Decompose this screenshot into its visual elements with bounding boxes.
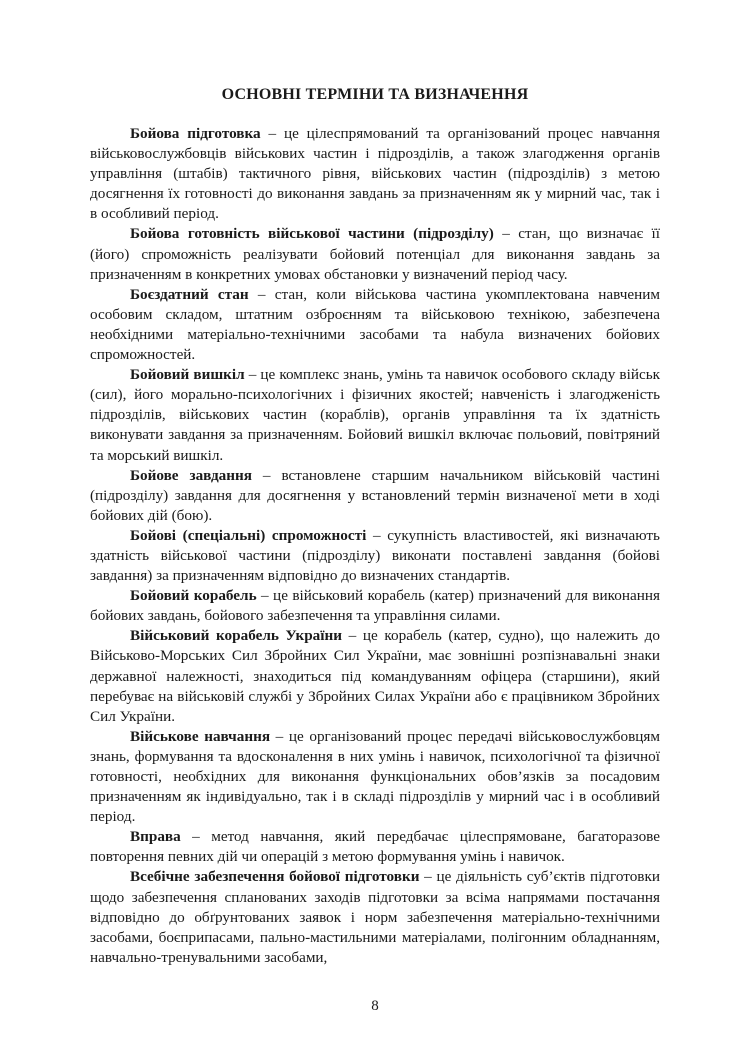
term-definition: – це організований процес передачі військовослужбовцям знань, формування та вдосконалення в них умінь і навичок, психологічної та фізичної готовності, необхідних для виконання функціональних обов’язків за посадовим призначенням як індивідуально, так і в складі підрозділів у мирний час і в особливий період. (90, 727, 660, 826)
term-paragraph (90, 124, 660, 224)
term-name: Бойова готовність військової частини (підрозділу) (130, 225, 494, 243)
term-paragraph (90, 365, 660, 465)
term-definition: – це військовий корабель (катер) призначений для виконання бойових завдань, бойового забезпечення та управління силами. (90, 587, 660, 625)
term-name: Військове навчання (130, 727, 271, 745)
term-paragraph (90, 727, 660, 827)
term-name: Бойові (спеціальні) спроможності (130, 526, 367, 544)
page-number: 8 (371, 998, 379, 1014)
term-definition: – це діяльність суб’єктів підготовки щодо забезпечення спланованих заходів підготовки за всіма напрямами постачання відповідно до обґрунтованих заявок і норм забезпечення матеріально-технічними засобами, боєприпасами, пально-мастильними матеріалами, полігонним обладнанням, навчально-тренувальними засобами, (90, 868, 660, 966)
term-name: Бойовий корабель (130, 587, 257, 605)
term-definition: – стан, коли військова частина укомплектована навченим особовим складом, штатним озброєнням та військовою технікою, забезпечена необхідними матеріально-технічними засобами та набула визначених бойових спроможностей. (90, 285, 660, 364)
term-paragraph (90, 867, 660, 967)
term-name: Всебічне забезпечення бойової підготовки (130, 868, 420, 886)
term-name: Вправа (130, 828, 181, 846)
term-definition: – встановлене старшим начальником військовій частині (підрозділу) завдання для досягнення у встановлений термін визначеної мети в ході бойових дій (бою). (90, 466, 660, 524)
term-paragraph (90, 285, 660, 365)
term-paragraph (90, 586, 660, 626)
page-title: ОСНОВНІ ТЕРМІНИ ТА ВИЗНАЧЕННЯ (221, 86, 529, 103)
term-paragraph (90, 827, 660, 867)
term-definition: – стан, що визначає її (його) спроможність реалізувати бойовий потенціал для виконання завдань за призначенням в конкретних умовах обстановки у визначений період часу. (90, 225, 660, 283)
term-paragraph (90, 224, 660, 284)
term-definition: – це корабель (катер, судно), що належить до Військово-Морських Сил Збройних Сил України, має зовнішні розпізнавальні знаки державної належності, знаходиться під командуванням офіцера (старшини), який перебуває на військовій службі у Збройних Силах України або є працівником Збройних Сил України. (90, 627, 660, 725)
terms-list (90, 124, 660, 968)
term-definition: – сукупність властивостей, які визначають здатність військової частини (підрозділу) виконати поставлені завдання (бойові завдання) за призначенням відповідно до визначених стандартів. (90, 526, 660, 585)
term-paragraph (90, 466, 660, 526)
term-definition: – це комплекс знань, умінь та навичок особового складу військ (сил), його морально-психологічних і фізичних якостей; навченість і злагодженість підрозділів, військових частин (кораблів), органів управління та їх здатність виконувати завдання за призначенням. Бойовий вишкіл включає польовий, повітряний та морський вишкіл. (90, 366, 660, 464)
term-name: Бойова підготовка (130, 125, 261, 142)
term-name: Бойове завдання (130, 466, 252, 484)
term-name: Бойовий вишкіл (130, 366, 245, 384)
term-definition: – це цілеспрямований та організований процес навчання військовослужбовців військових частин і підрозділів, а також злагодження органів управління (штабів) тактичного рівня, військових частин (підрозділів) з метою досягнення їх готовності до виконання завдань за призначенням як у мирний час, так і в особливий період. (90, 125, 660, 223)
term-definition: – метод навчання, який передбачає цілеспрямоване, багаторазове повторення певних дій чи операцій з метою формування умінь і навичок. (90, 828, 660, 866)
term-paragraph (90, 626, 660, 726)
term-paragraph (90, 526, 660, 586)
term-name: Боєздатний стан (130, 285, 249, 303)
term-name: Військовий корабель України (130, 627, 342, 645)
